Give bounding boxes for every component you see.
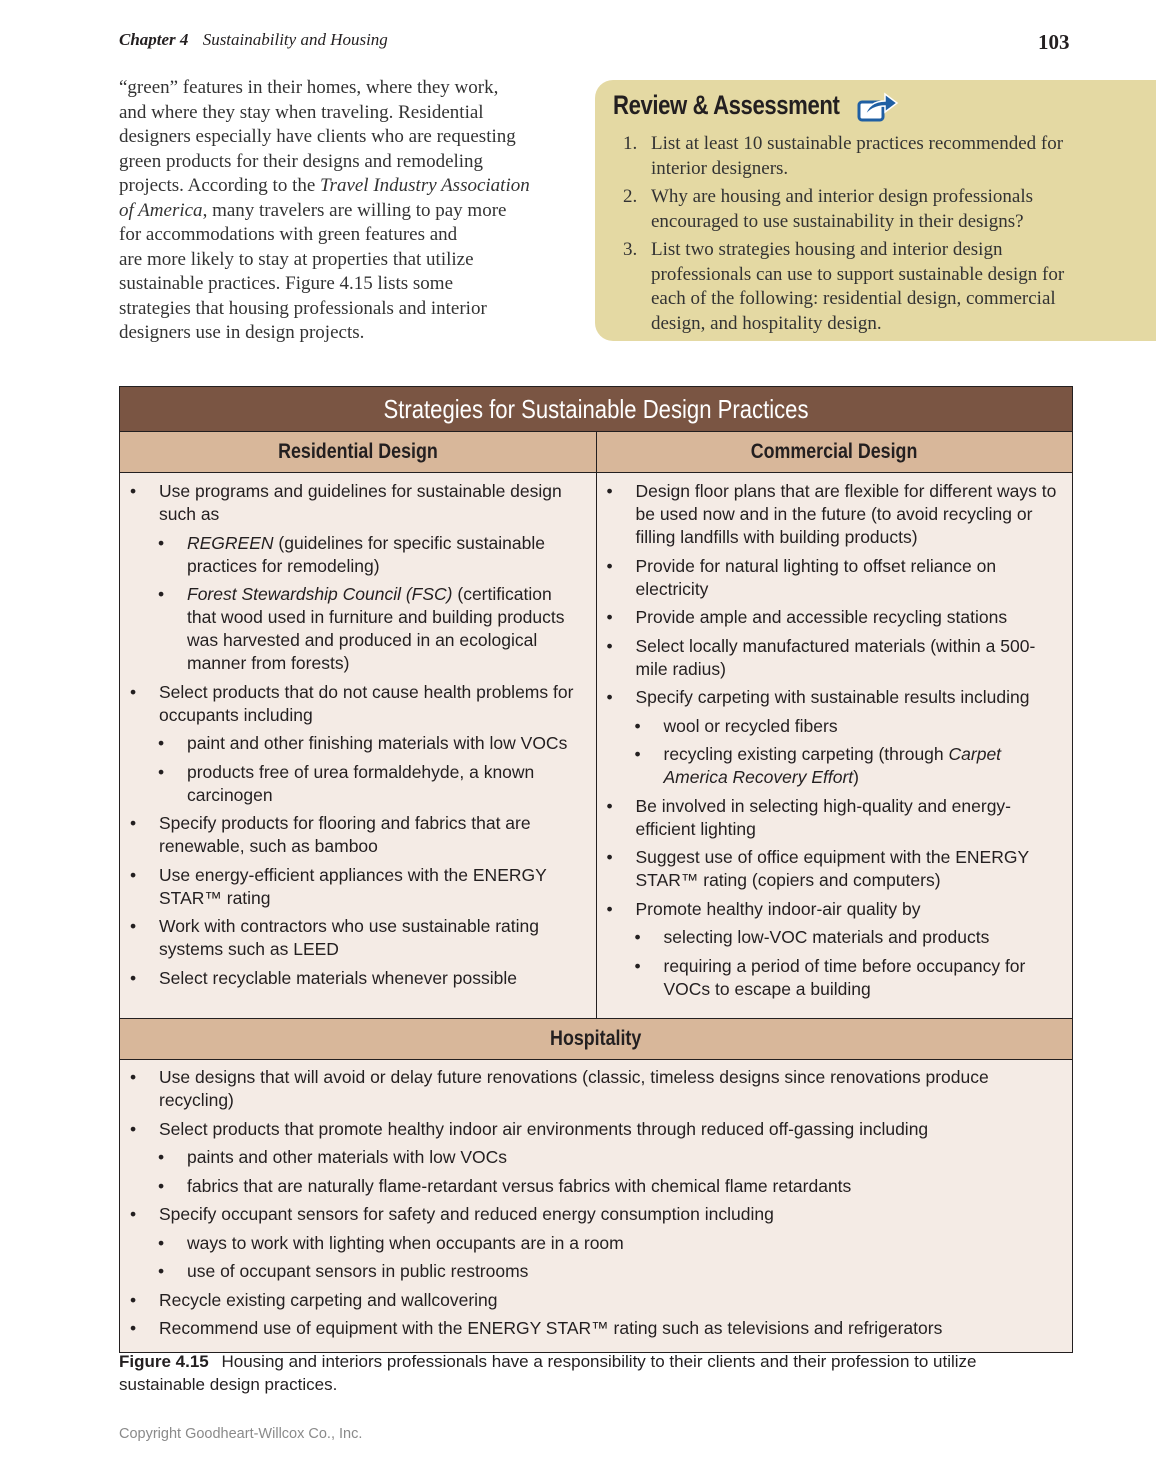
list-item: • Recommend use of equipment with the ENERGY STAR™ rating such as televisions and refrigerators	[120, 1317, 1062, 1340]
column-header-hospitality	[120, 1019, 1072, 1060]
page-number: 103	[1038, 30, 1070, 54]
list-item: • Suggest use of office equipment with the ENERGY STAR™ rating (copiers and computers)	[597, 846, 1063, 892]
caption-text: Housing and interiors professionals have a responsibility to their clients and their profession to utilize sustainable design practices.	[119, 1352, 977, 1394]
list-item: • Recycle existing carpeting and wallcovering	[120, 1289, 1062, 1312]
list-subitem: • paint and other finishing materials with low VOCs	[120, 732, 586, 755]
review-title: Review & Assessment	[613, 90, 840, 120]
copyright-notice: Copyright Goodheart-Willcox Co., Inc.	[119, 1426, 363, 1442]
list-item: • Select recyclable materials whenever possible	[120, 967, 586, 990]
source-name-italic: of America	[119, 199, 203, 221]
list-item: • Work with contractors who use sustainable rating systems such as LEED	[120, 915, 586, 961]
list-item: • Use designs that will avoid or delay future renovations (classic, timeless designs since renovations produce recycling)	[120, 1066, 1062, 1112]
list-subitem: • ways to work with lighting when occupants are in a room	[120, 1232, 1062, 1255]
review-question-list	[621, 132, 1081, 340]
list-subitem: • products free of urea formaldehyde, a known carcinogen	[120, 761, 586, 807]
list-subitem: • wool or recycled fibers	[597, 715, 1063, 738]
list-item: • Specify products for flooring and fabrics that are renewable, such as bamboo	[120, 812, 586, 858]
column-header-text: Hospitality	[550, 1027, 642, 1050]
strategies-table	[119, 386, 1073, 1353]
list-item: • Use programs and guidelines for sustainable design such as	[120, 480, 586, 526]
review-assessment-box	[595, 80, 1156, 341]
program-name: Forest Stewardship Council (FSC)	[187, 584, 453, 604]
column-header-text: Commercial Design	[750, 440, 918, 463]
running-head	[119, 30, 388, 50]
question-text: List at least 10 sustainable practices recommended for interior designers.	[651, 133, 1064, 179]
list-subitem: • requiring a period of time before occupancy for VOCs to escape a building	[597, 955, 1063, 1001]
list-subitem: • selecting low-VOC materials and products	[597, 926, 1063, 949]
question-text: List two strategies housing and interior design professionals can use to support sustainable design for each of the following: residential design, commercial design, and hospitality design.	[651, 239, 1065, 334]
list-item: • Specify occupant sensors for safety and reduced energy consumption including	[120, 1203, 1062, 1226]
list-subitem: • fabrics that are naturally flame-retardant versus fabrics with chemical flame retardants	[120, 1175, 1062, 1198]
list-item: • Select products that promote healthy indoor air environments through reduced off-gassing including	[120, 1118, 1062, 1141]
column-header-row	[120, 432, 1072, 473]
body-line	[119, 174, 589, 199]
list-subitem-text: recycling existing carpeting (through	[663, 744, 949, 764]
review-question	[621, 238, 1081, 336]
list-item: • Promote healthy indoor-air quality by	[597, 898, 1063, 921]
review-question	[621, 185, 1081, 234]
body-line: designers especially have clients who are requesting	[119, 126, 516, 147]
chapter-title: Sustainability and Housing	[202, 30, 388, 49]
column-header-residential	[120, 432, 596, 472]
table-title-text: Strategies for Sustainable Design Practices	[383, 394, 809, 424]
list-subitem-text: (certification that wood used in furniture and building products was harvested and produced in an ecological manner from forests)	[187, 584, 565, 673]
list-item: • Use energy-efficient appliances with the ENERGY STAR™ rating	[120, 864, 586, 910]
question-number: 3.	[623, 239, 638, 260]
list-item: • Specify carpeting with sustainable results including	[597, 686, 1063, 709]
list-item: • Be involved in selecting high-quality and energy-efficient lighting	[597, 795, 1063, 841]
list-subitem: • paints and other materials with low VOCs	[120, 1146, 1062, 1169]
figure-caption	[119, 1350, 1049, 1396]
body-line: for accommodations with green features and	[119, 224, 458, 245]
list-subitem	[120, 532, 586, 578]
list-item: • Select products that do not cause health problems for occupants including	[120, 681, 586, 727]
body-paragraph	[119, 76, 589, 346]
figure-label: Figure 4.15	[119, 1352, 209, 1371]
list-subitem: • use of occupant sensors in public restrooms	[120, 1260, 1062, 1283]
list-item: • Provide for natural lighting to offset reliance on electricity	[597, 555, 1063, 601]
body-text-segment: projects. According to the	[119, 175, 321, 196]
body-line: are more likely to stay at properties that utilize	[119, 248, 474, 270]
body-line: green products for their designs and remodeling	[119, 150, 484, 172]
table-title	[120, 387, 1072, 432]
question-number: 1.	[623, 133, 638, 154]
body-line	[119, 199, 589, 224]
list-subitem-text: )	[853, 767, 859, 787]
body-text-segment: , many travelers are willing to pay more	[202, 199, 507, 221]
list-item: • Design floor plans that are flexible for different ways to be used now and in the future (to avoid recycling or filling landfills with building products)	[597, 480, 1063, 549]
two-column-body	[120, 473, 1072, 1019]
body-line: and where they stay when traveling. Residential	[119, 101, 484, 123]
body-line: sustainable practices. Figure 4.15 lists some	[119, 273, 454, 294]
commercial-column	[596, 473, 1073, 1018]
source-name-italic: Travel Industry Association	[320, 175, 530, 196]
body-line: designers use in design projects.	[119, 322, 365, 343]
review-question	[621, 132, 1081, 181]
program-name: Carpet America Recovery Effort	[663, 744, 1002, 787]
body-line: strategies that housing professionals and interior	[119, 297, 487, 319]
list-subitem-text: (guidelines for specific sustainable practices for remodeling)	[187, 532, 545, 576]
question-number: 2.	[623, 186, 638, 207]
hospitality-section	[120, 1060, 1072, 1352]
question-text: Why are housing and interior design professionals encouraged to use sustainability in their designs?	[651, 186, 1034, 232]
list-item: • Select locally manufactured materials (within a 500-mile radius)	[597, 635, 1063, 681]
column-header-text: Residential Design	[277, 440, 438, 463]
list-item: • Provide ample and accessible recycling stations	[597, 606, 1063, 629]
list-subitem	[597, 743, 1063, 789]
list-subitem	[120, 583, 586, 675]
residential-column	[120, 473, 596, 1018]
share-arrow-icon[interactable]	[857, 90, 899, 122]
column-header-commercial	[596, 432, 1073, 472]
chapter-label: Chapter 4	[119, 30, 189, 49]
body-line: “green” features in their homes, where they work,	[119, 77, 499, 98]
program-name: REGREEN	[187, 532, 274, 553]
